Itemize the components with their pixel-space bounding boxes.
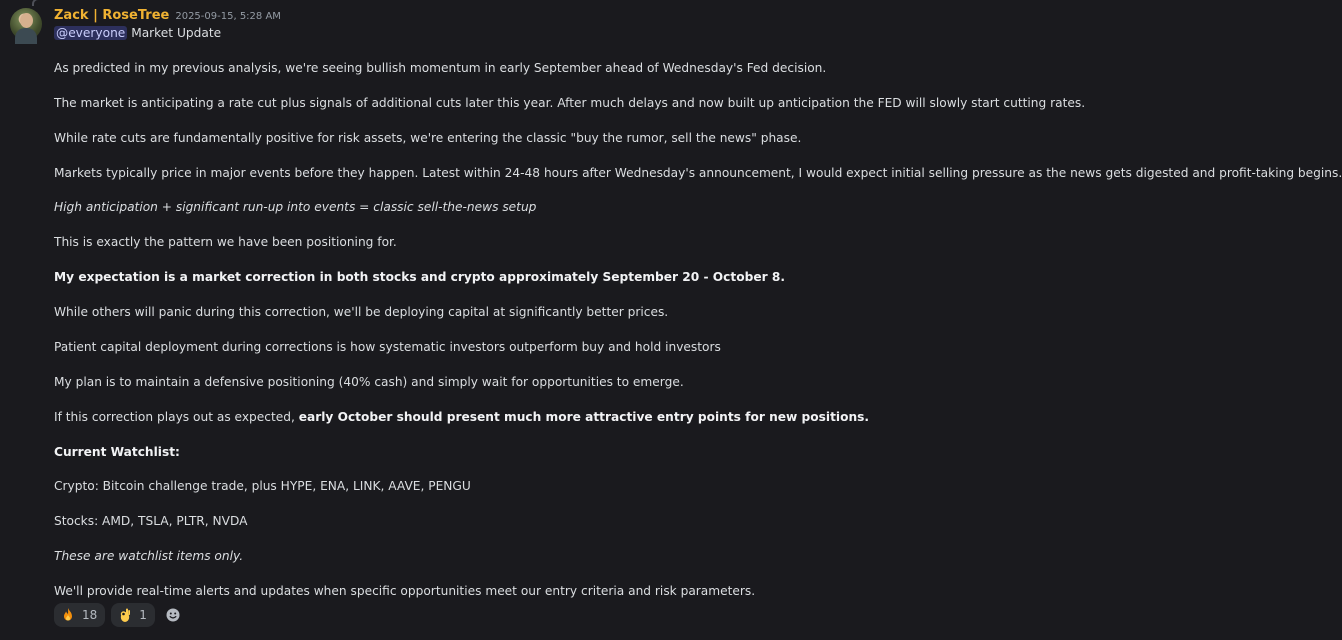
- message-title: Market Update: [131, 26, 222, 40]
- crypto-watchlist: Crypto: Bitcoin challenge trade, plus HYPE, ENA, LINK, AAVE, PENGU: [54, 479, 471, 493]
- paragraph-11-bold: early October should present much more attractive entry points for new positions.: [298, 410, 869, 424]
- paragraph-8: While others will panic during this correction, we'll be deploying capital at significantly better prices.: [54, 305, 669, 319]
- timestamp[interactable]: 2025-09-15, 5:28 AM: [175, 11, 281, 22]
- ok-hand-icon: [117, 607, 133, 623]
- paragraph-4: Markets typically price in major events before they happen. Latest within 24-48 hours after Wednesday's announcement, I would expect initial selling pressure as the news gets digested and profit-taking begins.: [54, 166, 1342, 180]
- avatar[interactable]: [10, 8, 42, 40]
- add-reaction-button[interactable]: [161, 603, 185, 627]
- stocks-watchlist: Stocks: AMD, TSLA, PLTR, NVDA: [54, 514, 248, 528]
- everyone-mention[interactable]: @everyone: [56, 26, 126, 40]
- paragraph-5-italic: High anticipation + significant run-up into events = classic sell-the-news setup: [54, 200, 537, 214]
- reply-connector-icon: [32, 0, 48, 6]
- message-header: [54, 8, 281, 26]
- title-line: [54, 25, 221, 42]
- paragraph-3: While rate cuts are fundamentally positive for risk assets, we're entering the classic "buy the rumor, sell the news" phase.: [54, 131, 802, 145]
- avatar-body: [15, 28, 37, 44]
- reaction-fire[interactable]: [54, 603, 105, 627]
- paragraph-2: The market is anticipating a rate cut plus signals of additional cuts later this year. After much delays and now built up anticipation the FED will slowly start cutting rates.: [54, 96, 1086, 110]
- watchlist-disclaimer: These are watchlist items only.: [54, 549, 244, 563]
- reaction-ok-hand[interactable]: [111, 603, 155, 627]
- previous-message-reply-strip: [0, 0, 1200, 6]
- fire-icon: [60, 607, 76, 623]
- paragraph-7-bold: My expectation is a market correction in both stocks and crypto approximately September 20 - October 8.: [54, 270, 785, 284]
- paragraph-6: This is exactly the pattern we have been positioning for.: [54, 235, 397, 249]
- paragraph-11: [54, 409, 869, 426]
- closing-paragraph: We'll provide real-time alerts and updates when specific opportunities meet our entry criteria and risk parameters.: [54, 584, 756, 598]
- reactions-bar: [54, 603, 185, 627]
- paragraph-9: Patient capital deployment during corrections is how systematic investors outperform buy and hold investors: [54, 340, 721, 354]
- paragraph-10: My plan is to maintain a defensive positioning (40% cash) and simply wait for opportunities to emerge.: [54, 375, 684, 389]
- paragraph-11-prefix: If this correction plays out as expected,: [54, 410, 299, 424]
- reaction-fire-count: 18: [82, 608, 98, 622]
- username[interactable]: Zack | RoseTree: [54, 8, 170, 23]
- avatar-head: [20, 13, 33, 28]
- watchlist-heading: Current Watchlist:: [54, 445, 180, 459]
- reaction-ok-hand-count: 1: [139, 608, 147, 622]
- paragraph-1: As predicted in my previous analysis, we're seeing bullish momentum in early September ahead of Wednesday's Fed decision.: [54, 61, 827, 75]
- add-reaction-icon: [165, 607, 181, 623]
